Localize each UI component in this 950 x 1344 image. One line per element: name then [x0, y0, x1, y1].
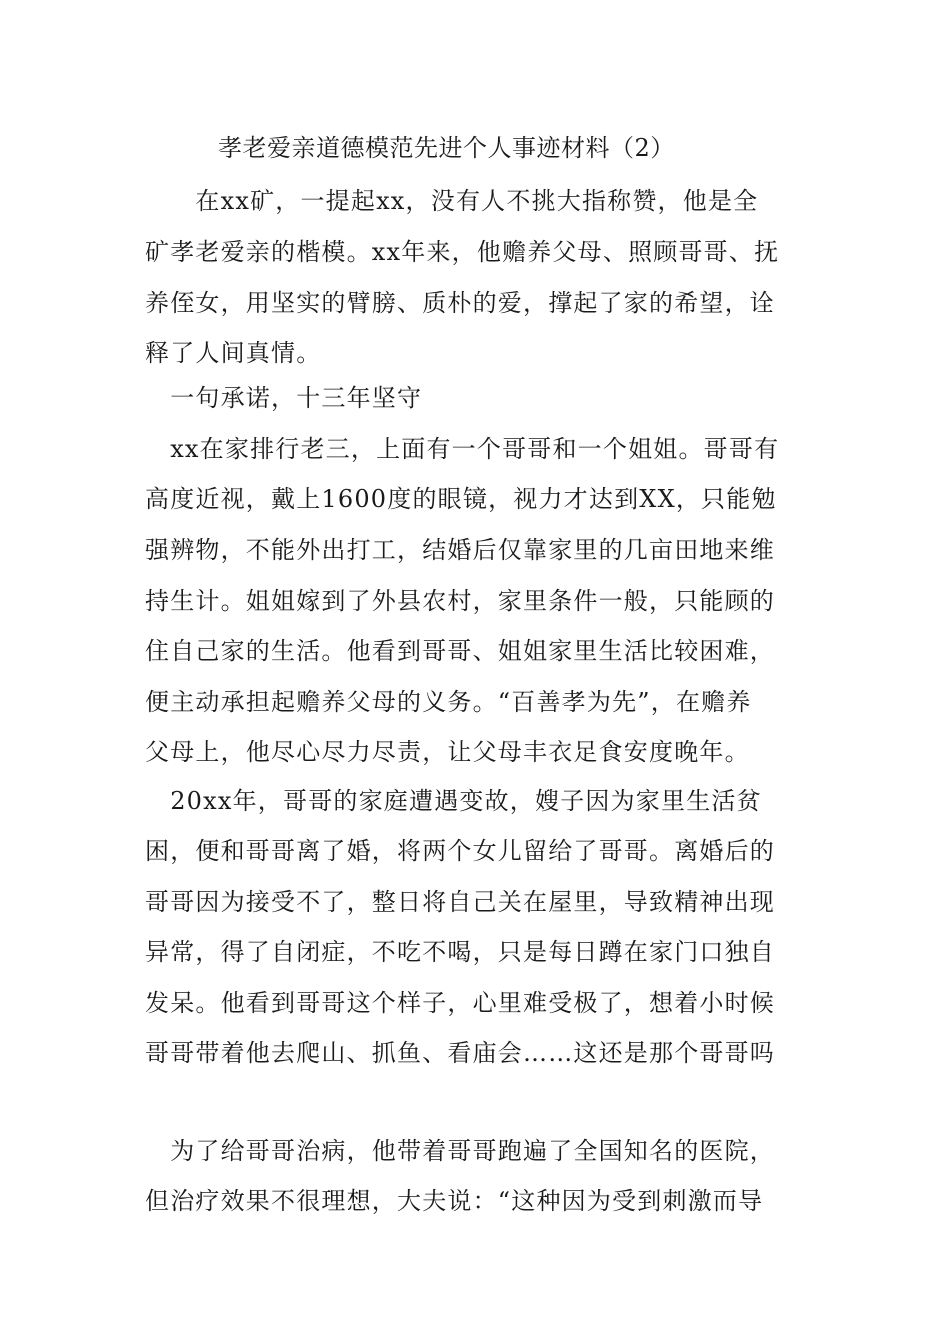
paragraph-line: 20xx年，哥哥的家庭遭遇变故，嫂子因为家里生活贫	[145, 787, 762, 815]
paragraph-line: 矿孝老爱亲的楷模。xx年来，他赡养父母、照顾哥哥、抚	[145, 238, 780, 266]
paragraph-line: 在xx矿，一提起xx，没有人不挑大指称赞，他是全	[145, 187, 759, 215]
paragraph-line: 哥哥带着他去爬山、抓鱼、看庙会……这还是那个哥哥吗	[145, 1039, 775, 1067]
paragraph-line: 哥哥因为接受不了，整日将自己关在屋里，导致精神出现	[145, 888, 775, 916]
paragraph-line: 释了人间真情。	[145, 339, 322, 367]
paragraph-line: 强辨物，不能外出打工，结婚后仅靠家里的几亩田地来维	[145, 536, 775, 564]
paragraph-line: 便主动承担起赡养父母的义务。“百善孝为先”，在赡养	[145, 688, 752, 716]
paragraph-line: xx在家排行老三，上面有一个哥哥和一个姐姐。哥哥有	[145, 435, 780, 463]
paragraph-line: 住自己家的生活。他看到哥哥、姐姐家里生活比较困难，	[145, 637, 775, 665]
paragraph-line: 父母上，他尽心尽力尽责，让父母丰衣足食安度晚年。	[145, 738, 750, 766]
document-title: 孝老爱亲道德模范先进个人事迹材料（2）	[218, 134, 675, 162]
paragraph-line: 持生计。姐姐嫁到了外县农村，家里条件一般，只能顾的	[145, 587, 775, 615]
paragraph-line: 但治疗效果不很理想，大夫说：“这种因为受到刺激而导	[145, 1187, 764, 1215]
section-heading: 一句承诺，十三年坚守	[145, 384, 423, 412]
paragraph-line: 困，便和哥哥离了婚，将两个女儿留给了哥哥。离婚后的	[145, 837, 775, 865]
paragraph-line: 异常，得了自闭症，不吃不喝，只是每日蹲在家门口独自	[145, 938, 775, 966]
paragraph-line: 为了给哥哥治病，他带着哥哥跑遍了全国知名的医院，	[145, 1137, 775, 1165]
paragraph-line: 养侄女，用坚实的臂膀、质朴的爱，撑起了家的希望，诠	[145, 289, 775, 317]
paragraph-line: 高度近视，戴上1600度的眼镜，视力才达到XX，只能勉	[145, 485, 777, 513]
paragraph-line: 发呆。他看到哥哥这个样子，心里难受极了，想着小时候	[145, 989, 775, 1017]
